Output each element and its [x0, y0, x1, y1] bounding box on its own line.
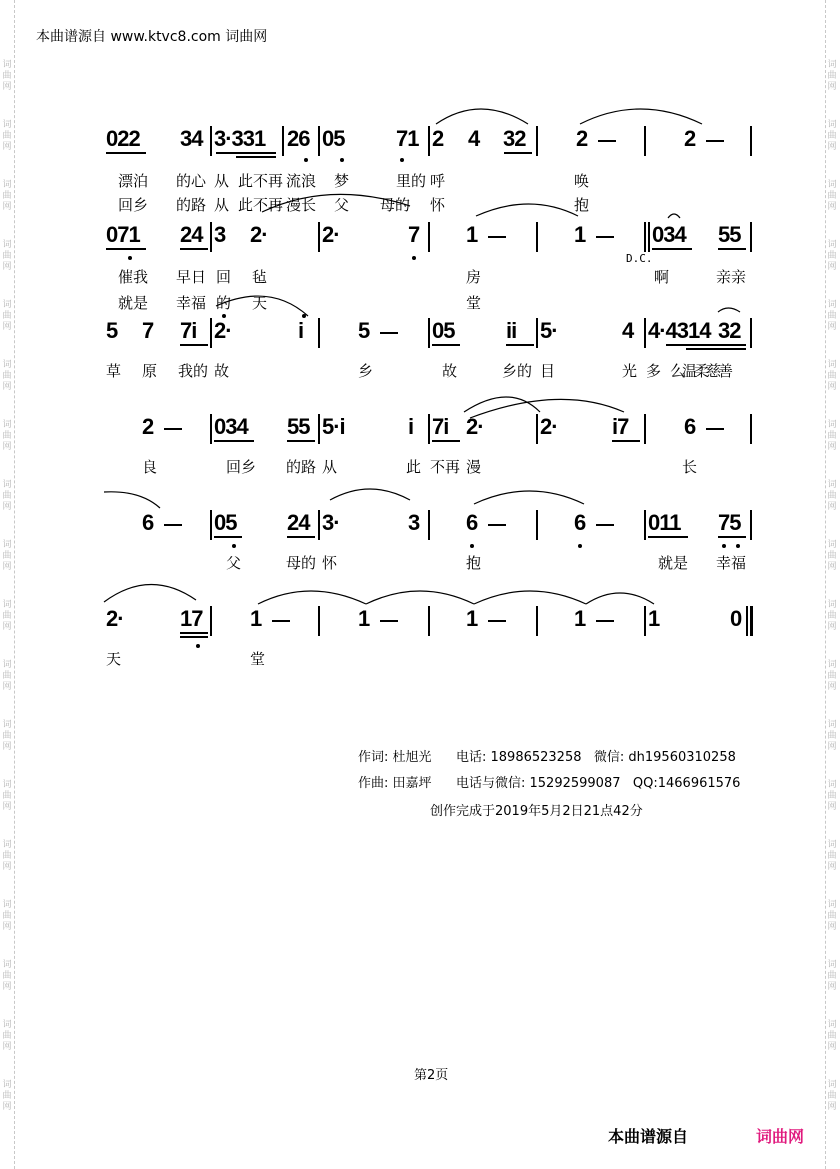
underline [718, 536, 746, 538]
bar-line [428, 606, 430, 636]
octave-dot [232, 544, 236, 548]
extension-dash [596, 620, 614, 622]
lyric: 回乡 [118, 196, 149, 214]
note-group: 1 [466, 606, 478, 631]
note-group: 2· [322, 222, 340, 247]
octave-dot [412, 256, 416, 260]
lyric: 故 [214, 362, 230, 380]
lyric: 怀 [430, 196, 446, 214]
note-group: 022 [106, 126, 140, 151]
lyric: 幸福 [716, 554, 747, 572]
lyric: 多 [646, 362, 662, 380]
watermark-text: 词 曲 网 [827, 840, 837, 872]
note-group: 2 [576, 126, 588, 151]
watermark-text: 词 曲 网 [827, 1080, 837, 1112]
note-group: 034 [652, 222, 686, 247]
extension-dash [596, 524, 614, 526]
lyric: 流浪 [286, 172, 317, 190]
extension-dash [380, 332, 398, 334]
extension-dash [272, 620, 290, 622]
extension-dash [488, 236, 506, 238]
watermark-text: 词 曲 网 [2, 720, 12, 752]
note-group: 1 [466, 222, 478, 247]
note-group: 3· [322, 510, 340, 535]
bar-line [750, 414, 752, 444]
footer-source: 本曲谱源自 [608, 1127, 689, 1146]
note-group: 24 [180, 222, 203, 247]
lyric: 从 [214, 172, 230, 190]
underline [106, 248, 146, 250]
note-group: 1 [648, 606, 660, 631]
bar-line [750, 318, 752, 348]
lyric: 里的 [396, 172, 427, 190]
note-group: 6 [574, 510, 586, 535]
lyric: 漫长 [286, 196, 317, 214]
lyric: 从 [214, 196, 230, 214]
octave-dot [736, 544, 740, 548]
lyric: 幸福 [176, 294, 207, 312]
bar-line [428, 222, 430, 252]
underline [180, 632, 208, 634]
octave-dot [128, 256, 132, 260]
lyric: 此不再 [238, 196, 284, 214]
note-group: i [298, 318, 304, 343]
footer-site-link[interactable]: 词曲网 [756, 1127, 805, 1146]
note-group: 55 [718, 222, 741, 247]
note-group: 32 [503, 126, 526, 151]
bar-line [318, 510, 320, 540]
underline [432, 344, 460, 346]
note-group: 2· [106, 606, 124, 631]
note-group: 2 [432, 126, 444, 151]
bar-line [210, 126, 212, 156]
lyric: 唤 [574, 172, 590, 190]
lyric: 的心 [176, 172, 207, 190]
underline [216, 152, 276, 154]
octave-dot [400, 158, 404, 162]
note-group: 3 [214, 222, 226, 247]
composer-credit: 作曲: 田嘉坪 [358, 776, 432, 791]
underline [180, 248, 208, 250]
lyric: 的 [216, 294, 232, 312]
note-group: i7 [612, 414, 629, 439]
lyric: 目 [540, 362, 556, 380]
lyric: 就是 [118, 294, 149, 312]
lyric: 乡的 [502, 362, 533, 380]
watermark-text: 词 曲 网 [2, 660, 12, 692]
underline [504, 152, 532, 154]
lyric: 天 [252, 294, 268, 312]
lyric: 从 [322, 458, 338, 476]
note-group: 7i [180, 318, 197, 343]
bar-line [750, 510, 752, 540]
lyric: 天 [106, 650, 122, 668]
watermark-text: 词 曲 网 [827, 480, 837, 512]
watermark-text: 词 曲 网 [827, 780, 837, 812]
lyric: 此不再 [238, 172, 284, 190]
lyric: 就是 [658, 554, 689, 572]
bar-line [428, 510, 430, 540]
underline [180, 636, 208, 638]
note-group: 2· [250, 222, 268, 247]
bar-line [644, 606, 646, 636]
watermark-text: 词 曲 网 [2, 420, 12, 452]
note-group: ii [506, 318, 517, 343]
octave-dot [578, 544, 582, 548]
lyric: 的路 [176, 196, 207, 214]
note-group: 75 [718, 510, 741, 535]
bar-line [318, 222, 320, 252]
lyric: 良 [142, 458, 158, 476]
completion-date: 创作完成于2019年5月2日21点42分 [430, 804, 643, 819]
watermark-text: 词 曲 网 [827, 240, 837, 272]
lyric: 母的 [286, 554, 317, 572]
watermark-text: 词 曲 网 [827, 960, 837, 992]
extension-dash [706, 140, 724, 142]
underline [718, 248, 746, 250]
note-group: 071 [106, 222, 140, 247]
lyric: 早日 [176, 268, 207, 286]
lyric: 抱 [466, 554, 482, 572]
bar-line [750, 222, 752, 252]
octave-dot [340, 158, 344, 162]
underline [106, 152, 146, 154]
note-group: 4·4314 [648, 318, 711, 343]
lyric: 怀 [322, 554, 338, 572]
watermark-text: 词 曲 网 [2, 180, 12, 212]
watermark-text: 词 曲 网 [2, 960, 12, 992]
lyric: 母的 [380, 196, 411, 214]
bar-line [644, 318, 646, 348]
underline [214, 440, 254, 442]
extension-dash [488, 524, 506, 526]
watermark-text: 词 曲 网 [827, 420, 837, 452]
note-group: 2· [466, 414, 484, 439]
lyric: 房 [466, 268, 482, 286]
lyric: 故 [442, 362, 458, 380]
watermark-text: 词 曲 网 [2, 360, 12, 392]
octave-dot [304, 158, 308, 162]
octave-dot [302, 314, 306, 318]
dc-marker: D.C. [626, 252, 653, 265]
bar-line [644, 414, 646, 444]
note-group: 34 [180, 126, 203, 151]
underline [666, 344, 746, 346]
extension-dash [164, 428, 182, 430]
header-source-text: 本曲谱源自 www.ktvc8.com 词曲网 [36, 29, 268, 45]
note-group: 2 [142, 414, 154, 439]
watermark-text: 词 曲 网 [827, 720, 837, 752]
lyricist-contact: 电话: 18986523258 微信: dh19560310258 [456, 750, 736, 765]
lyric: 草 [106, 362, 122, 380]
extension-dash [706, 428, 724, 430]
lyric: 回乡 [226, 458, 257, 476]
watermark-text: 词 曲 网 [2, 1080, 12, 1112]
lyric: 毡 [252, 268, 268, 286]
bar-line [282, 126, 284, 156]
bar-line [648, 222, 650, 252]
bar-line [536, 318, 538, 348]
note-group: 4 [468, 126, 480, 151]
note-group: 1 [574, 606, 586, 631]
watermark-text: 词 曲 网 [2, 780, 12, 812]
bar-line [428, 414, 430, 444]
note-group: 32 [718, 318, 741, 343]
bar-line [536, 222, 538, 252]
note-group: i [408, 414, 414, 439]
underline [236, 156, 276, 158]
note-group: 7 [408, 222, 420, 247]
extension-dash [598, 140, 616, 142]
lyric: 亲亲 [716, 268, 747, 286]
note-group: 2 [684, 126, 696, 151]
note-group: 5·i [322, 414, 345, 439]
bar-line [210, 318, 212, 348]
note-group: 71 [396, 126, 419, 151]
watermark-text: 词 曲 网 [2, 120, 12, 152]
watermark-text: 词 曲 网 [2, 600, 12, 632]
watermark-text: 词 曲 网 [827, 660, 837, 692]
note-group: 5· [540, 318, 558, 343]
note-group: 011 [648, 510, 681, 535]
note-group: 2· [540, 414, 558, 439]
lyric: 父 [334, 196, 350, 214]
lyric: 堂 [250, 650, 266, 668]
note-group: 26 [287, 126, 310, 151]
lyric: 啊 [654, 268, 670, 286]
lyric: 光 [622, 362, 638, 380]
lyric: 此 [406, 458, 422, 476]
lyric: 么温柔慈善 [670, 362, 731, 380]
watermark-text: 词 曲 网 [827, 60, 837, 92]
note-group: 034 [214, 414, 248, 439]
lyric: 原 [142, 362, 158, 380]
lyric: 漂泊 [118, 172, 149, 190]
lyric: 催我 [118, 268, 149, 286]
note-group: 6 [142, 510, 154, 535]
underline [287, 440, 315, 442]
lyric: 堂 [466, 294, 482, 312]
underline [686, 348, 746, 350]
octave-dot [222, 314, 226, 318]
bar-line [644, 126, 646, 156]
note-group: 1 [358, 606, 370, 631]
extension-dash [596, 236, 614, 238]
bar-line [536, 126, 538, 156]
bar-line [746, 606, 748, 636]
note-group: 4 [622, 318, 634, 343]
note-group: 6 [466, 510, 478, 535]
watermark-text: 词 曲 网 [827, 540, 837, 572]
watermark-text: 词 曲 网 [2, 1020, 12, 1052]
watermark-text: 词 曲 网 [827, 120, 837, 152]
octave-dot [196, 644, 200, 648]
octave-dot [722, 544, 726, 548]
lyric: 抱 [574, 196, 590, 214]
lyric: 长 [682, 458, 698, 476]
extension-dash [164, 524, 182, 526]
bar-line [750, 606, 753, 636]
note-group: 6 [684, 414, 696, 439]
note-group: 05 [214, 510, 237, 535]
note-group: 3 [408, 510, 420, 535]
note-group: 5 [106, 318, 118, 343]
underline [612, 440, 640, 442]
note-group: 1 [250, 606, 262, 631]
watermark-text: 词 曲 网 [2, 540, 12, 572]
bar-line [536, 606, 538, 636]
underline [287, 536, 315, 538]
bar-line [750, 126, 752, 156]
watermark-text: 词 曲 网 [827, 360, 837, 392]
bar-line [644, 510, 646, 540]
bar-line [210, 414, 212, 444]
lyric: 呼 [430, 172, 446, 190]
note-group: 5 [358, 318, 370, 343]
lyric: 的路 [286, 458, 317, 476]
octave-dot [470, 544, 474, 548]
watermark-text: 词 曲 网 [2, 300, 12, 332]
watermark-text: 词 曲 网 [827, 300, 837, 332]
note-group: 05 [322, 126, 345, 151]
watermark-text: 词 曲 网 [2, 900, 12, 932]
watermark-text: 词 曲 网 [2, 240, 12, 272]
underline [506, 344, 534, 346]
bar-line [536, 510, 538, 540]
note-group: 17 [180, 606, 203, 631]
bar-line [210, 222, 212, 252]
note-group: 0 [730, 606, 742, 631]
lyricist-credit: 作词: 杜旭光 [358, 750, 432, 765]
watermark-text: 词 曲 网 [2, 60, 12, 92]
watermark-text: 词 曲 网 [827, 1020, 837, 1052]
watermark-text: 词 曲 网 [2, 480, 12, 512]
note-group: 05 [432, 318, 455, 343]
note-group: 2· [214, 318, 232, 343]
bar-line [318, 414, 320, 444]
bar-line [318, 318, 320, 348]
watermark-text: 词 曲 网 [827, 180, 837, 212]
bar-line [428, 318, 430, 348]
bar-line [536, 414, 538, 444]
lyric: 不再 [430, 458, 461, 476]
note-group: 3·331 [214, 126, 266, 151]
note-group: 24 [287, 510, 310, 535]
page-number: 第2页 [414, 1068, 449, 1083]
note-group: 1 [574, 222, 586, 247]
underline [432, 440, 460, 442]
lyric: 回 [216, 268, 232, 286]
underline [214, 536, 242, 538]
note-group: 7 [142, 318, 154, 343]
bar-line [210, 510, 212, 540]
extension-dash [488, 620, 506, 622]
watermark-text: 词 曲 网 [2, 840, 12, 872]
underline [180, 344, 208, 346]
lyric: 梦 [334, 172, 350, 190]
bar-line [644, 222, 646, 252]
note-group: 7i [432, 414, 449, 439]
underline [652, 248, 692, 250]
lyric: 父 [226, 554, 242, 572]
lyric: 乡 [358, 362, 374, 380]
underline [648, 536, 688, 538]
bar-line [318, 126, 320, 156]
watermark-text: 词 曲 网 [827, 600, 837, 632]
extension-dash [380, 620, 398, 622]
composer-contact: 电话与微信: 15292599087 QQ:1466961576 [456, 776, 741, 791]
bar-line [428, 126, 430, 156]
bar-line [318, 606, 320, 636]
lyric: 漫 [466, 458, 482, 476]
bar-line [210, 606, 212, 636]
note-group: 55 [287, 414, 310, 439]
watermark-text: 词 曲 网 [827, 900, 837, 932]
lyric: 我的 [178, 362, 209, 380]
